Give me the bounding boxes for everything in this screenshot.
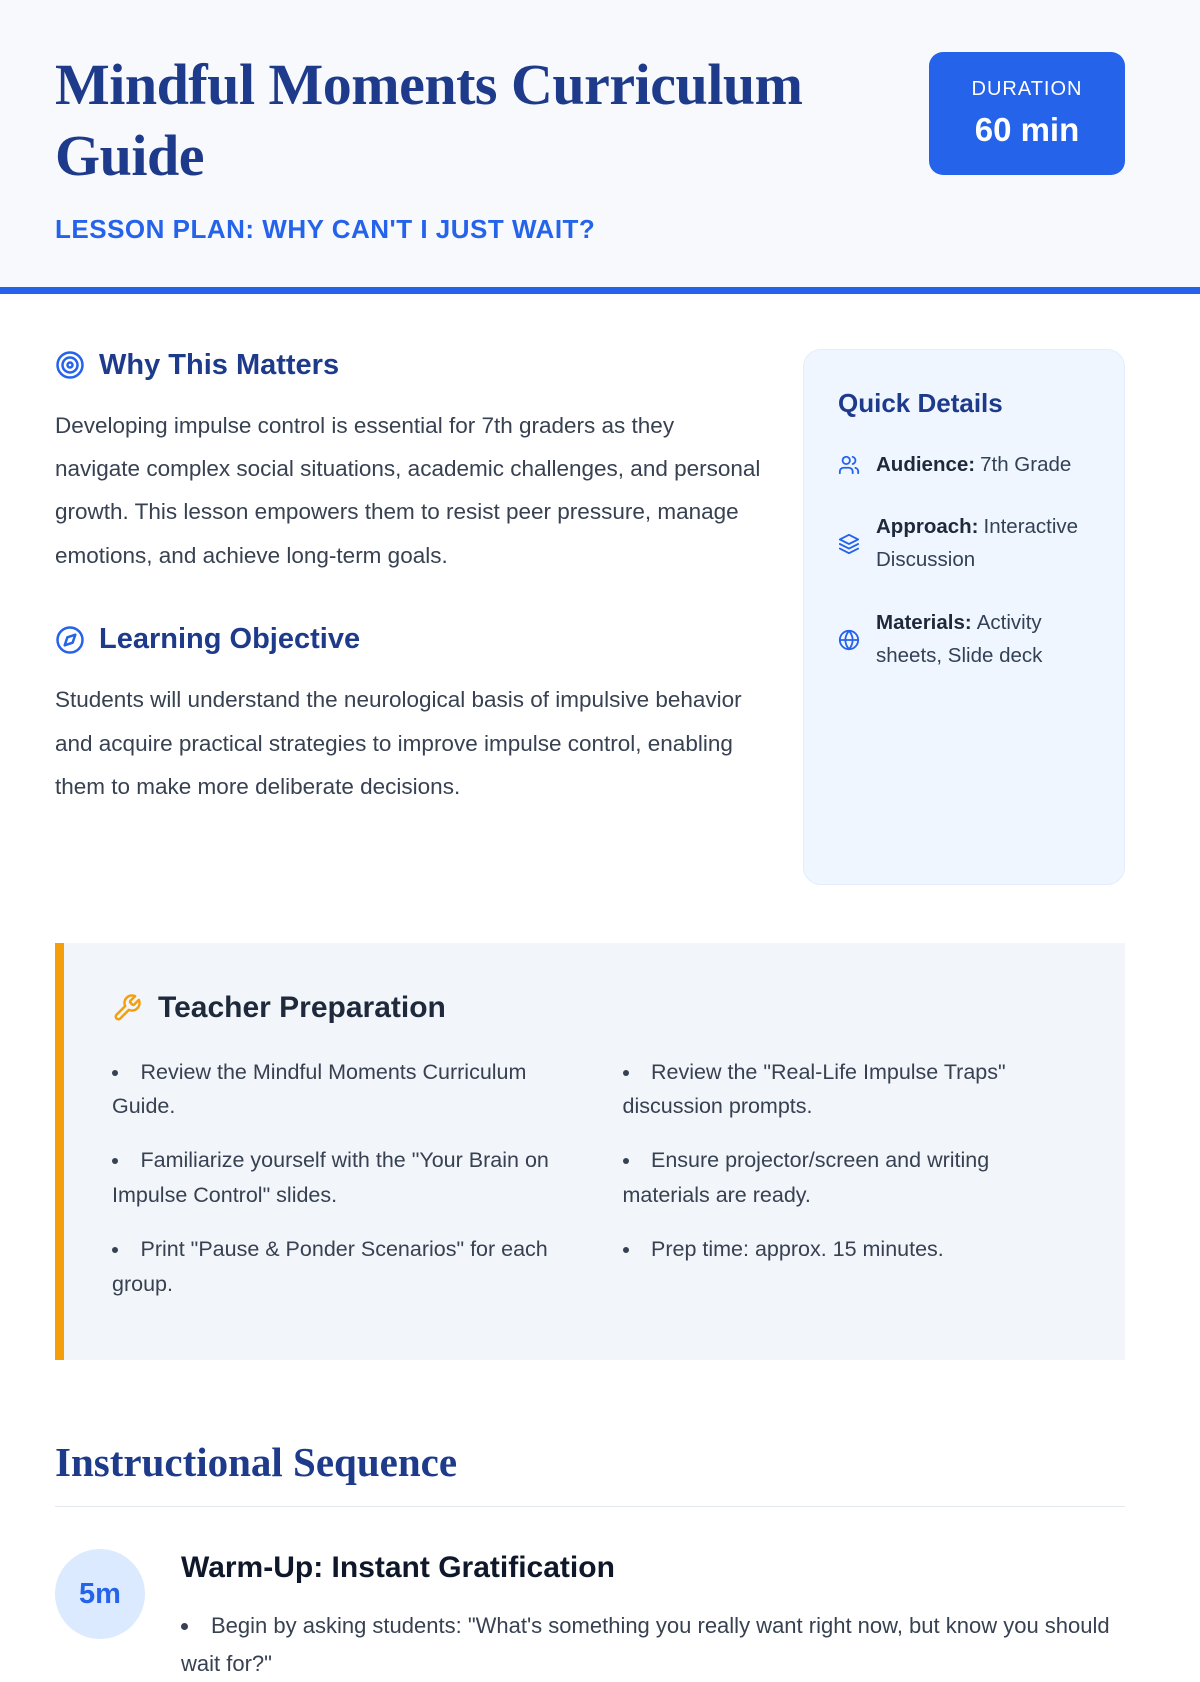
quick-details-heading: Quick Details [838, 388, 1090, 419]
prep-item: • Ensure projector/screen and writing materials are ready. [623, 1143, 1074, 1213]
quick-details-approach [838, 511, 1090, 577]
teacher-prep-box [55, 943, 1125, 1361]
layers-icon [838, 533, 860, 555]
lesson-subtitle: LESSON PLAN: WHY CAN'T I JUST WAIT? [55, 214, 929, 245]
prep-item: • Prep time: approx. 15 minutes. [623, 1232, 1074, 1267]
why-this-matters-heading [55, 349, 765, 382]
why-this-matters-body: Developing impulse control is essential for 7th graders as they navigate complex social situations, academic challenges, and personal growth. This lesson empowers them to resist peer pressure, manage emotions, and achieve long-term goals. [55, 404, 765, 578]
learning-objective-heading [55, 623, 765, 656]
sequence-step-warm-up [55, 1549, 1125, 1682]
quick-details-approach-text [876, 511, 1090, 577]
quick-details-materials [838, 607, 1090, 673]
quick-details-audience-text [876, 449, 1071, 482]
teacher-prep-list-left [112, 1055, 563, 1321]
prep-item: • Review the Mindful Moments Curriculum Guide. [112, 1055, 563, 1125]
teacher-prep-list-right [623, 1055, 1074, 1321]
quick-details-audience-value: 7th Grade [980, 453, 1071, 476]
compass-icon [55, 625, 85, 655]
people-icon [838, 454, 860, 476]
page-title: Mindful Moments Curriculum Guide [55, 50, 929, 192]
learning-objective-heading-text: Learning Objective [99, 623, 360, 656]
step-time-badge: 5m [55, 1549, 145, 1639]
duration-badge [929, 52, 1125, 175]
learning-objective-section [55, 623, 765, 808]
prep-item: • Familiarize yourself with the "Your Brain on Impulse Control" slides. [112, 1143, 563, 1213]
teacher-prep-heading-text: Teacher Preparation [158, 991, 446, 1025]
why-this-matters-heading-text: Why This Matters [99, 349, 339, 382]
wrench-icon [112, 993, 142, 1023]
prep-item: • Print "Pause & Ponder Scenarios" for each group. [112, 1232, 563, 1302]
duration-value: 60 min [965, 111, 1089, 149]
globe-icon [838, 629, 860, 651]
quick-details-card [803, 349, 1125, 885]
quick-details-materials-text [876, 607, 1090, 673]
step-title: Warm-Up: Instant Gratification [181, 1551, 1125, 1585]
step-bullet: • Begin by asking students: "What's something you really want right now, but know you should wait for?" [181, 1607, 1125, 1682]
page-header [0, 0, 1200, 294]
main-content [0, 294, 1200, 1682]
why-this-matters-section [55, 349, 765, 578]
prep-item: • Review the "Real-Life Impulse Traps" discussion prompts. [623, 1055, 1074, 1125]
learning-objective-body: Students will understand the neurological basis of impulsive behavior and acquire practical strategies to improve impulse control, enabling them to make more deliberate decisions. [55, 678, 765, 808]
quick-details-audience-label: Audience: [876, 453, 975, 476]
duration-label: DURATION [965, 78, 1089, 101]
quick-details-audience [838, 449, 1090, 482]
teacher-prep-heading [112, 991, 1073, 1025]
quick-details-materials-label: Materials: [876, 611, 972, 634]
step-bullet-list [181, 1607, 1125, 1682]
quick-details-materials-value: Activity sheets, Slide deck [876, 611, 1042, 667]
quick-details-approach-value: Interactive Discussion [876, 515, 1078, 571]
target-icon [55, 350, 85, 380]
instructional-sequence-heading: Instructional Sequence [55, 1438, 1125, 1507]
quick-details-approach-label: Approach: [876, 515, 979, 538]
